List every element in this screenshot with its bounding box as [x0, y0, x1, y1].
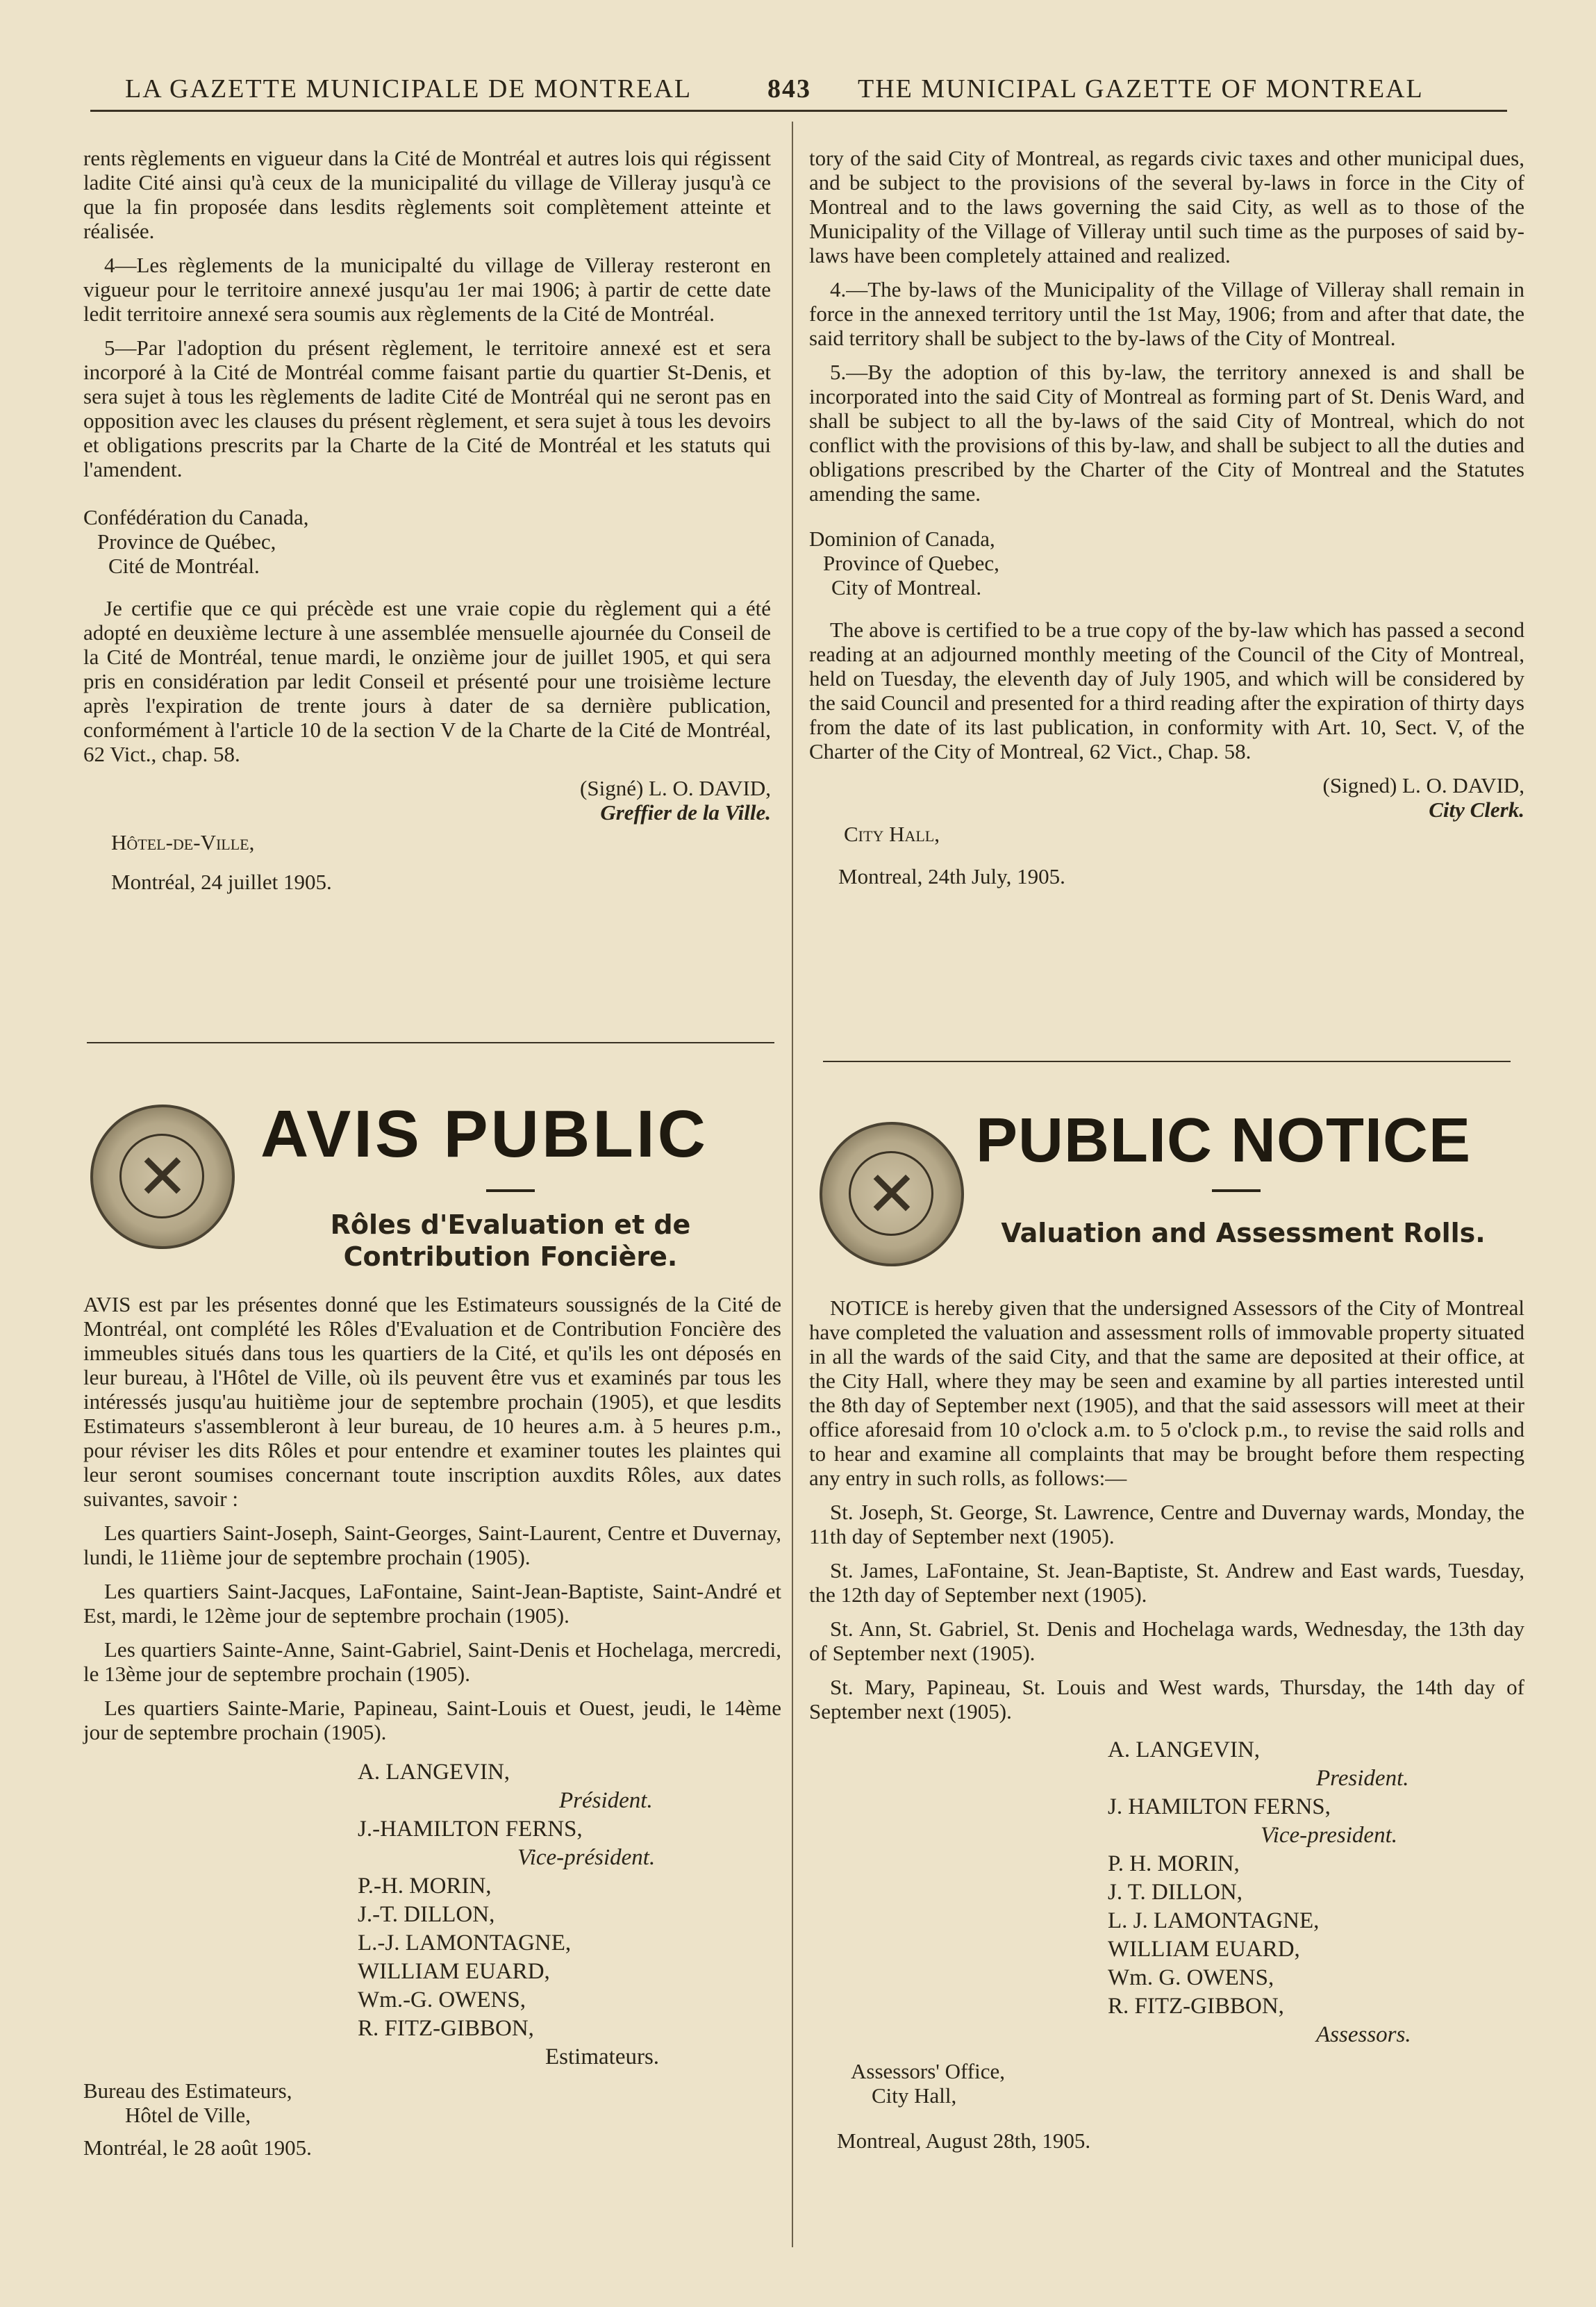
notice-office: [837, 2059, 1524, 2153]
city-seal-image: [820, 1122, 964, 1266]
signatory: WILLIAM EUARD,: [358, 1959, 550, 1984]
bylaw-fr-signer-title: Greffier de la Ville.: [600, 800, 771, 825]
bylaw-fr-para-5: 5—Par l'adoption du présent règlement, le territoire annexé est et sera incorporé à la Cité de Montréal comme faisant partie du quartier St-Denis, et sera sujet à tous les règlements de ladite Cité de Montréal qui ne seront pas en opposition avec les clauses du présent règlement, et sera sujet à tous les devoirs et obligations prescrits par la Charte de la Cité de Montréal et les statuts qui l'amendent.: [83, 336, 771, 481]
signatory: J.-T. DILLON,: [358, 1902, 495, 1927]
bylaw-en: [809, 146, 1524, 888]
avis-office: [83, 2078, 781, 2160]
avis-body-text: AVIS est par les présentes donné que les Estimateurs soussignés de la Cité de Montréal, ont complété les Rôles d'Evaluation et de Contribution Foncière des immeubles situés dans tous les quartiers de la Cité, et qu'ils les ont déposés en leur bureau, à l'Hôtel de Ville, où ils peuvent être vus et examinés par tous les intéressés jusqu'au huitième jour de septembre prochain (1905), et que lesdits Estimateurs s'assembleront à leur bureau, de 10 heures a.m. à 5 heures p.m., pour réviser les dits Rôles et pour entendre et examiner toutes les plaintes qui leur seront soumises concernant toute inscription auxdits Rôles, aux dates suivantes, savoir :: [83, 1292, 781, 1511]
signatory: P. H. MORIN,: [1108, 1851, 1240, 1876]
signatory-title: Président.: [559, 1788, 653, 1813]
signatory: WILLIAM EUARD,: [1108, 1937, 1300, 1962]
notice-wards-4: St. Mary, Papineau, St. Louis and West wards, Thursday, the 14th day of September next (1905).: [809, 1675, 1524, 1723]
signatory: L.-J. LAMONTAGNE,: [358, 1930, 572, 1955]
signatory: A. LANGEVIN,: [1108, 1737, 1261, 1762]
heading-dash: [1212, 1189, 1261, 1192]
signatory: J.-HAMILTON FERNS,: [358, 1817, 583, 1842]
column-divider: [792, 122, 793, 2247]
public-notice-body: [809, 1296, 1524, 2153]
address-line: Province of Quebec,: [823, 551, 999, 575]
address-line: Cité de Montréal.: [108, 554, 260, 578]
public-notice-heading: PUBLIC NOTICE: [976, 1106, 1472, 1175]
page-number: 843: [767, 74, 811, 104]
signatory: J. HAMILTON FERNS,: [1108, 1794, 1331, 1819]
bylaw-en-certification: The above is certified to be a true copy of the by-law which has passed a second reading at an adjourned monthly meeting of the Council of the City of Montreal, held on Tuesday, the eleventh day of July 1905, and which will be considered by the said Council and presented for a third reading after the expiration of thirty days from the date of its last publication, in conformity with Art. 10, Sect. V, of the Charter of the City of Montreal, 62 Vict., Chap. 58.: [809, 618, 1524, 763]
address-line: City of Montreal.: [831, 575, 982, 600]
office-line: Hôtel de Ville,: [125, 2103, 251, 2127]
signatory: A. LANGEVIN,: [358, 1760, 510, 1785]
signatory: L. J. LAMONTAGNE,: [1108, 1908, 1320, 1933]
bylaw-en-para-1: tory of the said City of Montreal, as regards civic taxes and other municipal dues, and be subject to the provisions of the several by-laws in force in the City of Montreal and to the laws governing the said City, as well as to those of the Municipality of the Village of Villeray until such time as the purposes of said by-laws have been completely attained and realized.: [809, 146, 1524, 267]
signatory: P.-H. MORIN,: [358, 1874, 492, 1899]
bylaw-en-signed: (Signed) L. O. DAVID,: [1322, 773, 1524, 797]
signatory-title: Assessors.: [1316, 2022, 1411, 2047]
avis-public-body: [83, 1292, 781, 2160]
signatory-title: Vice-president.: [1261, 1823, 1398, 1848]
public-notice-subheading: Valuation and Assessment Rolls.: [1001, 1218, 1486, 1248]
avis-subheading: Rôles d'Evaluation et de Contribution Foncière.: [330, 1209, 691, 1272]
office-line: Bureau des Estimateurs,: [83, 2078, 292, 2103]
bylaw-en-place: City Hall,: [844, 822, 940, 846]
bylaw-fr-certification: Je certifie que ce qui précède est une vraie copie du règlement qui a été adopté en deuxième lecture à une assemblée mensuelle ajournée du Conseil de la Cité de Montréal, tenue mardi, le onzième jour de juillet 1905, et qui sera pris en considération par ledit Conseil et présenté pour une troisième lecture après l'expiration de trente jours à dater de sa dernière publication, conformément à l'article 10 de la section V de la Charte de la Cité de Montréal, 62 Vict., chap. 58.: [83, 596, 771, 766]
header-title-fr: LA GAZETTE MUNICIPALE DE MONTREAL: [125, 74, 692, 104]
address-line: Confédération du Canada,: [83, 505, 309, 529]
page-header: [118, 67, 1500, 108]
section-separator: [87, 1042, 774, 1043]
bylaw-fr-para-4: 4—Les règlements de la municipalté du village de Villeray resteront en vigueur pour le territoire annexé jusqu'au 1er mai 1906; à partir de cette date ledit territoire annexé sera soumis aux règlements de la Cité de Montréal.: [83, 253, 771, 326]
signatory: Wm. G. OWENS,: [1108, 1965, 1274, 1990]
bylaw-en-para-5: 5.—By the adoption of this by-law, the territory annexed is and shall be incorporated into the said City of Montreal as forming part of St. Denis Ward, and shall be subject to all the by-laws of the said City of Montreal, which do not conflict with the provisions of this by-law, and shall be subject to all the duties and obligations prescribed by the Charter of the City of Montreal and the Statutes amending the same.: [809, 360, 1524, 506]
section-separator: [823, 1061, 1511, 1062]
avis-wards-4: Les quartiers Sainte-Marie, Papineau, Saint-Louis et Ouest, jeudi, le 14ème jour de septembre prochain (1905).: [83, 1696, 781, 1744]
signatory-title: Estimateurs.: [545, 2044, 660, 2069]
signatory-title: President.: [1316, 1766, 1409, 1791]
office-line: City Hall,: [872, 2083, 957, 2108]
bylaw-fr: [83, 146, 771, 894]
office-line: Assessors' Office,: [851, 2059, 1005, 2083]
notice-date: Montreal, August 28th, 1905.: [837, 2128, 1091, 2153]
notice-wards-3: St. Ann, St. Gabriel, St. Denis and Hochelaga wards, Wednesday, the 13th day of September next (1905).: [809, 1616, 1524, 1665]
signatory: J. T. DILLON,: [1108, 1880, 1243, 1905]
city-seal-image: [90, 1105, 235, 1249]
avis-public-heading: AVIS PUBLIC: [260, 1097, 708, 1171]
bylaw-fr-para-1: rents règlements en vigueur dans la Cité de Montréal et autres lois qui régissent ladite Cité ainsi qu'à ceux de la municipalité du village de Villeray jusqu'à ce que la fin proposée dans lesdits règlements soit complètement atteinte et réalisée.: [83, 146, 771, 243]
avis-date: Montréal, le 28 août 1905.: [83, 2135, 312, 2160]
bylaw-fr-date: Montréal, 24 juillet 1905.: [111, 870, 332, 894]
bylaw-fr-signed: (Signé) L. O. DAVID,: [580, 776, 771, 800]
avis-wards-3: Les quartiers Sainte-Anne, Saint-Gabriel, Saint-Denis et Hochelaga, mercredi, le 13ème jour de septembre prochain (1905).: [83, 1637, 781, 1686]
avis-wards-1: Les quartiers Saint-Joseph, Saint-Georges, Saint-Laurent, Centre et Duvernay, lundi, le 11ième jour de septembre prochain (1905).: [83, 1521, 781, 1569]
signatory-title: Vice-président.: [517, 1845, 656, 1870]
heading-dash: [486, 1189, 535, 1192]
bylaw-en-signer-title: City Clerk.: [1429, 797, 1524, 822]
avis-signatories: [358, 1758, 781, 2072]
signatory: Wm.-G. OWENS,: [358, 1987, 526, 2012]
notice-body-text: NOTICE is hereby given that the undersigned Assessors of the City of Montreal have completed the valuation and assessment rolls of immovable property situated in all the wards of the said City, and that the same are deposited at their office, at the City Hall, where they may be seen and examine by all parties interested until the 8th day of September next (1905), and that the said assessors will meet at their office aforesaid from 10 o'clock a.m. to 5 o'clock p.m., to revise the said rolls and to hear and examine all complaints that may be brought before them respecting any entry in such rolls, as follows:—: [809, 1296, 1524, 1490]
notice-wards-2: St. James, LaFontaine, St. Jean-Baptiste, St. Andrew and East wards, Tuesday, the 12th day of September next (1905).: [809, 1558, 1524, 1607]
bylaw-fr-place: Hôtel-de-Ville,: [111, 830, 255, 854]
notice-signatories: [1108, 1736, 1524, 2049]
bylaw-en-address: [809, 527, 1524, 600]
signatory: R. FITZ-GIBBON,: [358, 2016, 534, 2041]
address-line: Dominion of Canada,: [809, 527, 995, 551]
notice-wards-1: St. Joseph, St. George, St. Lawrence, Centre and Duvernay wards, Monday, the 11th day of September next (1905).: [809, 1500, 1524, 1548]
header-rule: [90, 110, 1507, 112]
bylaw-en-para-4: 4.—The by-laws of the Municipality of the Village of Villeray shall remain in force in the annexed territory until the 1st May, 1906; from and after that date, the said territory shall be subject to the by-laws of the City of Montreal.: [809, 277, 1524, 350]
signatory: R. FITZ-GIBBON,: [1108, 1994, 1284, 2019]
bylaw-fr-address: [83, 505, 771, 578]
address-line: Province de Québec,: [97, 529, 276, 554]
bylaw-en-date: Montreal, 24th July, 1905.: [838, 864, 1065, 888]
avis-wards-2: Les quartiers Saint-Jacques, LaFontaine, Saint-Jean-Baptiste, Saint-André et Est, mardi, le 12ème jour de septembre prochain (1905).: [83, 1579, 781, 1628]
header-title-en: THE MUNICIPAL GAZETTE OF MONTREAL: [858, 74, 1424, 104]
